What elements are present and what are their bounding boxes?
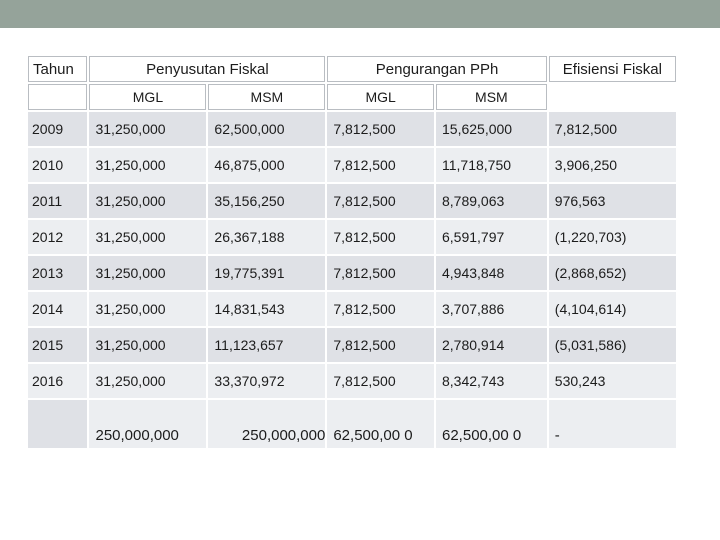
cell-year: 2012 (28, 220, 87, 254)
table-row (28, 220, 676, 254)
header-efisiensi-fiskal: Efisiensi Fiskal (549, 56, 676, 82)
cell-pph-mgl: 7,812,500 (327, 292, 434, 326)
total-row (28, 400, 676, 448)
cell-pen-mgl: 31,250,000 (89, 256, 206, 290)
cell-year: 2011 (28, 184, 87, 218)
total-pph-msm (436, 400, 547, 448)
cell-pph-mgl: 7,812,500 (327, 112, 434, 146)
total-pen-msm: 250,000,000 (208, 400, 325, 448)
cell-pph-mgl: 7,812,500 (327, 220, 434, 254)
cell-pen-msm: 11,123,657 (208, 328, 325, 362)
header-row-2 (28, 84, 676, 110)
cell-pph-msm: 15,625,000 (436, 112, 547, 146)
header-blank (28, 84, 87, 110)
cell-year: 2014 (28, 292, 87, 326)
cell-year: 2016 (28, 364, 87, 398)
cell-pph-mgl: 7,812,500 (327, 256, 434, 290)
cell-pph-mgl: 7,812,500 (327, 148, 434, 182)
header-msm-pph: MSM (436, 84, 547, 110)
table-row (28, 364, 676, 398)
cell-eff: (4,104,614) (549, 292, 676, 326)
cell-year: 2015 (28, 328, 87, 362)
cell-pen-msm: 26,367,188 (208, 220, 325, 254)
cell-eff: (2,868,652) (549, 256, 676, 290)
cell-pen-msm: 33,370,972 (208, 364, 325, 398)
cell-pen-mgl: 31,250,000 (89, 292, 206, 326)
table-row (28, 292, 676, 326)
cell-pen-msm: 14,831,543 (208, 292, 325, 326)
cell-pph-mgl: 7,812,500 (327, 184, 434, 218)
total-eff: - (549, 400, 676, 448)
header-mgl-pph: MGL (327, 84, 434, 110)
table-row (28, 148, 676, 182)
cell-year: 2009 (28, 112, 87, 146)
total-year (28, 400, 87, 448)
top-accent-bar (0, 0, 720, 28)
table-row (28, 256, 676, 290)
cell-pph-msm: 8,342,743 (436, 364, 547, 398)
cell-pen-msm: 19,775,391 (208, 256, 325, 290)
cell-pph-mgl: 7,812,500 (327, 364, 434, 398)
cell-pen-msm: 35,156,250 (208, 184, 325, 218)
cell-pen-msm: 46,875,000 (208, 148, 325, 182)
header-blank-eff (549, 84, 676, 110)
cell-pph-msm: 11,718,750 (436, 148, 547, 182)
total-pph-mgl (327, 400, 434, 448)
cell-pen-mgl: 31,250,000 (89, 220, 206, 254)
header-penyusutan-fiskal: Penyusutan Fiskal (89, 56, 325, 82)
header-row-1 (28, 56, 676, 82)
cell-eff: 7,812,500 (549, 112, 676, 146)
cell-pen-mgl: 31,250,000 (89, 148, 206, 182)
cell-pen-mgl: 31,250,000 (89, 112, 206, 146)
cell-pen-msm: 62,500,000 (208, 112, 325, 146)
header-msm-penyusutan: MSM (208, 84, 325, 110)
cell-pph-msm: 2,780,914 (436, 328, 547, 362)
total-pph-msm-value: 62,500,00 0 (442, 427, 522, 444)
cell-eff: (1,220,703) (549, 220, 676, 254)
cell-year: 2010 (28, 148, 87, 182)
cell-pph-mgl: 7,812,500 (327, 328, 434, 362)
header-pengurangan-pph: Pengurangan PPh (327, 56, 546, 82)
table-row (28, 184, 676, 218)
cell-pph-msm: 3,707,886 (436, 292, 547, 326)
cell-pph-msm: 6,591,797 (436, 220, 547, 254)
cell-eff: (5,031,586) (549, 328, 676, 362)
cell-eff: 530,243 (549, 364, 676, 398)
table-row (28, 112, 676, 146)
cell-eff: 976,563 (549, 184, 676, 218)
total-pph-mgl-value: 62,500,00 0 (333, 427, 413, 444)
cell-pen-mgl: 31,250,000 (89, 328, 206, 362)
cell-pen-mgl: 31,250,000 (89, 184, 206, 218)
total-pen-mgl: 250,000,000 (89, 400, 206, 448)
cell-pph-msm: 4,943,848 (436, 256, 547, 290)
header-tahun: Tahun (28, 56, 87, 82)
cell-eff: 3,906,250 (549, 148, 676, 182)
cell-pph-msm: 8,789,063 (436, 184, 547, 218)
header-mgl-penyusutan: MGL (89, 84, 206, 110)
fiscal-table (26, 54, 678, 450)
cell-pen-mgl: 31,250,000 (89, 364, 206, 398)
table-row (28, 328, 676, 362)
cell-year: 2013 (28, 256, 87, 290)
